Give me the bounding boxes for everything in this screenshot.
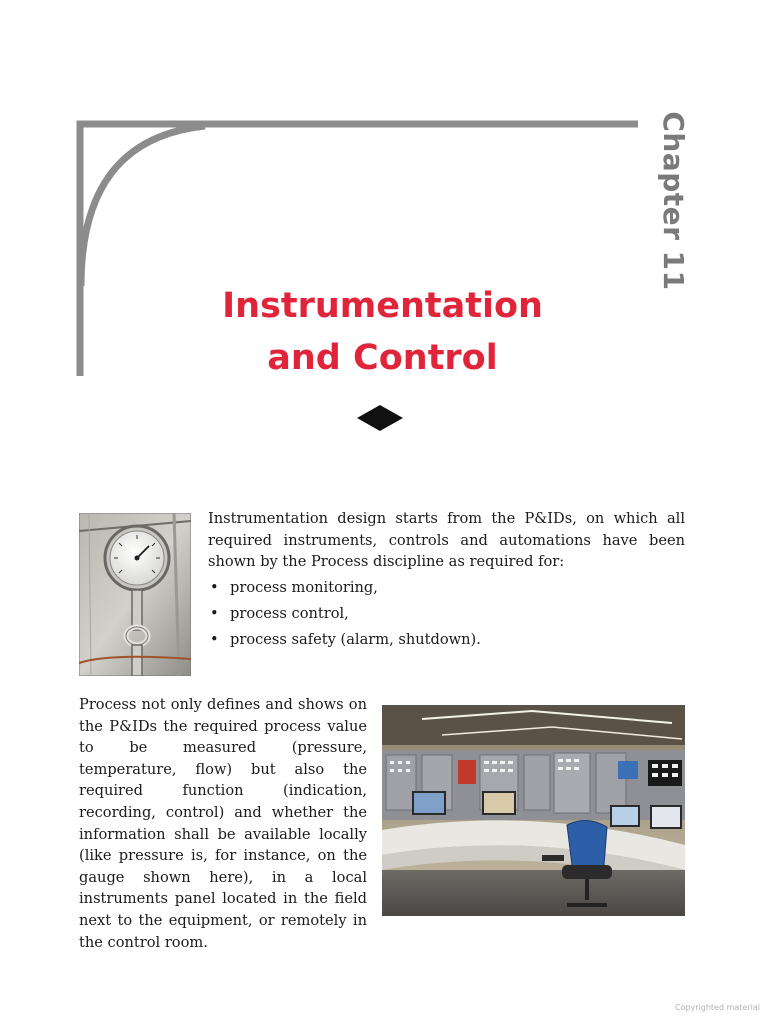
- diamond-ornament-icon: [356, 405, 404, 431]
- chapter-title: [150, 280, 615, 384]
- list-item: • process monitoring,: [208, 575, 685, 601]
- body-paragraph: Process not only defines and shows on the P&IDs the required process value to be measured (pressure, temperature, flow) but also the required function (indication, recording, control) and whether the information shall be available locally (like pressure is, for instance, on the gauge shown here), in a local instruments panel located in the field next to the equipment, or remotely in the control room.: [79, 696, 367, 951]
- control-room-photo: [382, 705, 685, 916]
- chapter-number-label: Chapter 11: [657, 111, 690, 291]
- pressure-gauge-photo: [79, 513, 191, 676]
- intro-paragraph: Instrumentation design starts from the P&IDs, on which all required instruments, controls and automations have been shown by the Process discipline as required for:: [208, 510, 685, 570]
- chapter-title-line-1: Instrumentation: [222, 286, 543, 326]
- requirements-list: [208, 575, 685, 653]
- chapter-title-line-2: and Control: [267, 338, 498, 378]
- list-item: • process control,: [208, 601, 685, 627]
- list-item: • process safety (alarm, shutdown).: [208, 627, 685, 653]
- copyright-note: Copyrighted material: [674, 1003, 760, 1012]
